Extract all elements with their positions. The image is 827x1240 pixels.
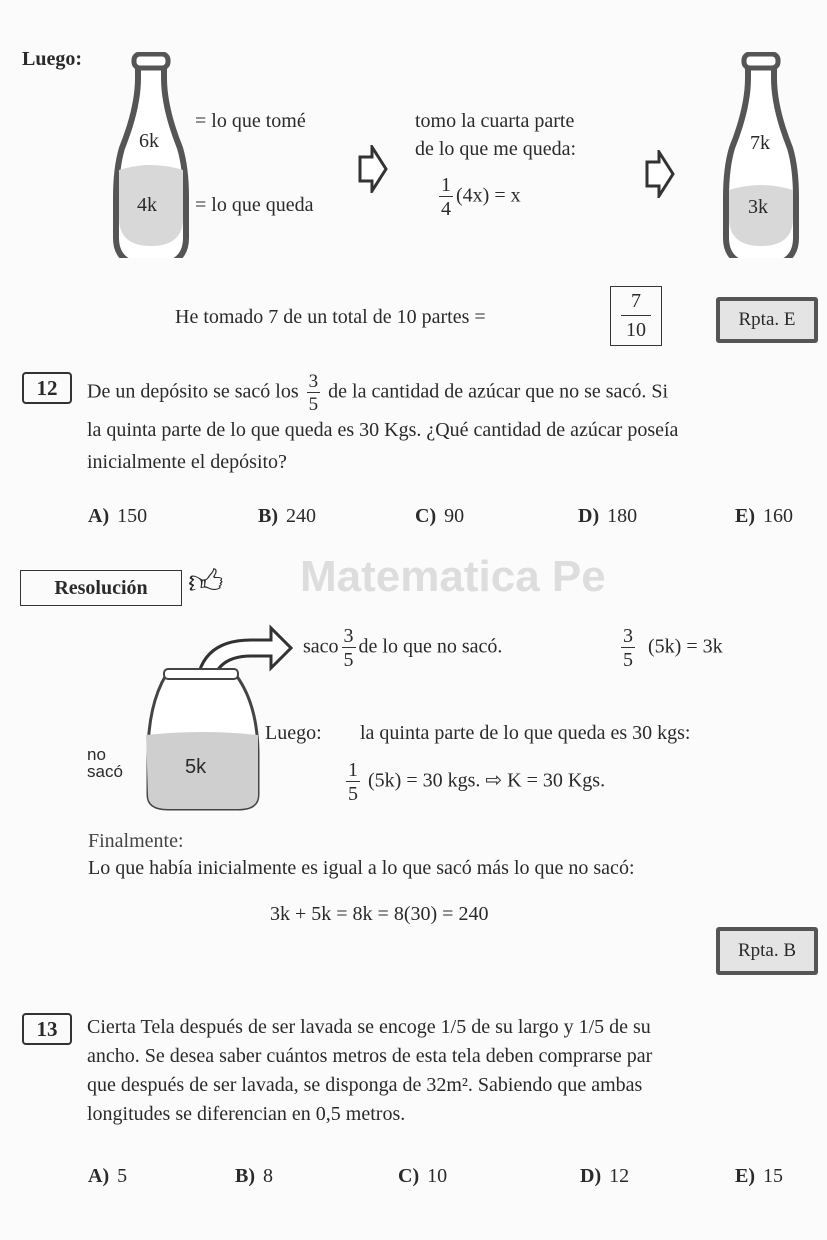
option-c[interactable]: C) 10 bbox=[398, 1165, 448, 1187]
quinta-text: la quinta parte de lo que queda es 30 kgs: bbox=[360, 722, 691, 744]
lo-que-tome: = lo que tomé bbox=[195, 110, 306, 132]
jar-illustration bbox=[136, 615, 296, 815]
bottle-top-label: 6k bbox=[139, 130, 159, 152]
arrow-right-icon bbox=[358, 145, 388, 193]
final-equation: 3k + 5k = 8k = 8(30) = 240 bbox=[270, 903, 489, 925]
resolucion-label: Resolución bbox=[20, 570, 182, 606]
finalmente-label: Finalmente: bbox=[88, 830, 184, 852]
jar-label: 5k bbox=[185, 756, 207, 778]
arrow-right-icon bbox=[645, 150, 675, 198]
no-saco-label: no sacó bbox=[87, 745, 123, 781]
result-fraction-box: 7 10 bbox=[610, 286, 662, 346]
option-e[interactable]: E) 160 bbox=[735, 505, 793, 527]
answer-badge: Rpta. B bbox=[716, 927, 818, 975]
he-tomado-text: He tomado 7 de un total de 10 partes = bbox=[175, 306, 486, 328]
saco-text: saco $\frac{3}{5}$ de lo que no sacó. bbox=[303, 625, 503, 671]
saco-calc: $\frac{3}{5}$ (5k) = 3k bbox=[623, 625, 723, 671]
question-13-text: Cierta Tela después de ser lavada se encoge 1/5 de su largo y 1/5 de su ancho. Se desea saber cuántos metros de esta tela deben comprarse par que después de ser lavada, se disponga de 32m². Sabiendo que ambas longitudes se diferencian en 0,5 metros. bbox=[87, 1016, 653, 1125]
bottle-bottom-label: 4k bbox=[137, 194, 157, 216]
option-a[interactable]: A) 5 bbox=[88, 1165, 128, 1187]
option-d[interactable]: D) 180 bbox=[578, 505, 638, 527]
bottle-illustration bbox=[108, 52, 194, 258]
luego-heading: Luego: bbox=[22, 48, 82, 70]
quinta-equation: $\frac{1}{5}$ (5k) = 30 kgs. ⇨ K = 30 Kgs. bbox=[348, 759, 606, 805]
watermark: Matematica Pe bbox=[300, 552, 606, 601]
bottle2-top-label: 7k bbox=[750, 132, 770, 154]
option-e[interactable]: E) 15 bbox=[735, 1165, 783, 1187]
question-12-text: De un depósito se sacó los $\frac{3}{5}$ de la cantidad de azúcar que no se sacó. Si la quinta parte de lo que queda es 30 Kgs. ¿Qué cantidad de azúcar poseía inicialmente el depósito? bbox=[87, 371, 679, 473]
luego-label: Luego: bbox=[265, 722, 322, 744]
option-b[interactable]: B) 240 bbox=[258, 505, 316, 527]
tomo-line2: de lo que me queda: bbox=[415, 138, 577, 160]
question-number: 12 bbox=[22, 372, 72, 404]
lo-que-habia: Lo que había inicialmente es igual a lo que sacó más lo que no sacó: bbox=[88, 857, 635, 879]
option-a[interactable]: A) 150 bbox=[88, 505, 148, 527]
question-number: 13 bbox=[22, 1013, 72, 1045]
tomo-line1: tomo la cuarta parte bbox=[415, 110, 575, 132]
answer-badge: Rpta. E bbox=[716, 297, 818, 343]
bottle-illustration bbox=[718, 52, 804, 258]
option-c[interactable]: C) 90 bbox=[415, 505, 465, 527]
bottle2-bottom-label: 3k bbox=[748, 196, 768, 218]
option-b[interactable]: B) 8 bbox=[235, 1165, 273, 1187]
thumbs-up-icon: 👍︎ bbox=[188, 564, 224, 601]
lo-que-queda: = lo que queda bbox=[195, 194, 314, 216]
option-d[interactable]: D) 12 bbox=[580, 1165, 630, 1187]
equation-quarter: $\frac{1}{4}$ (4x) = x bbox=[441, 174, 521, 220]
